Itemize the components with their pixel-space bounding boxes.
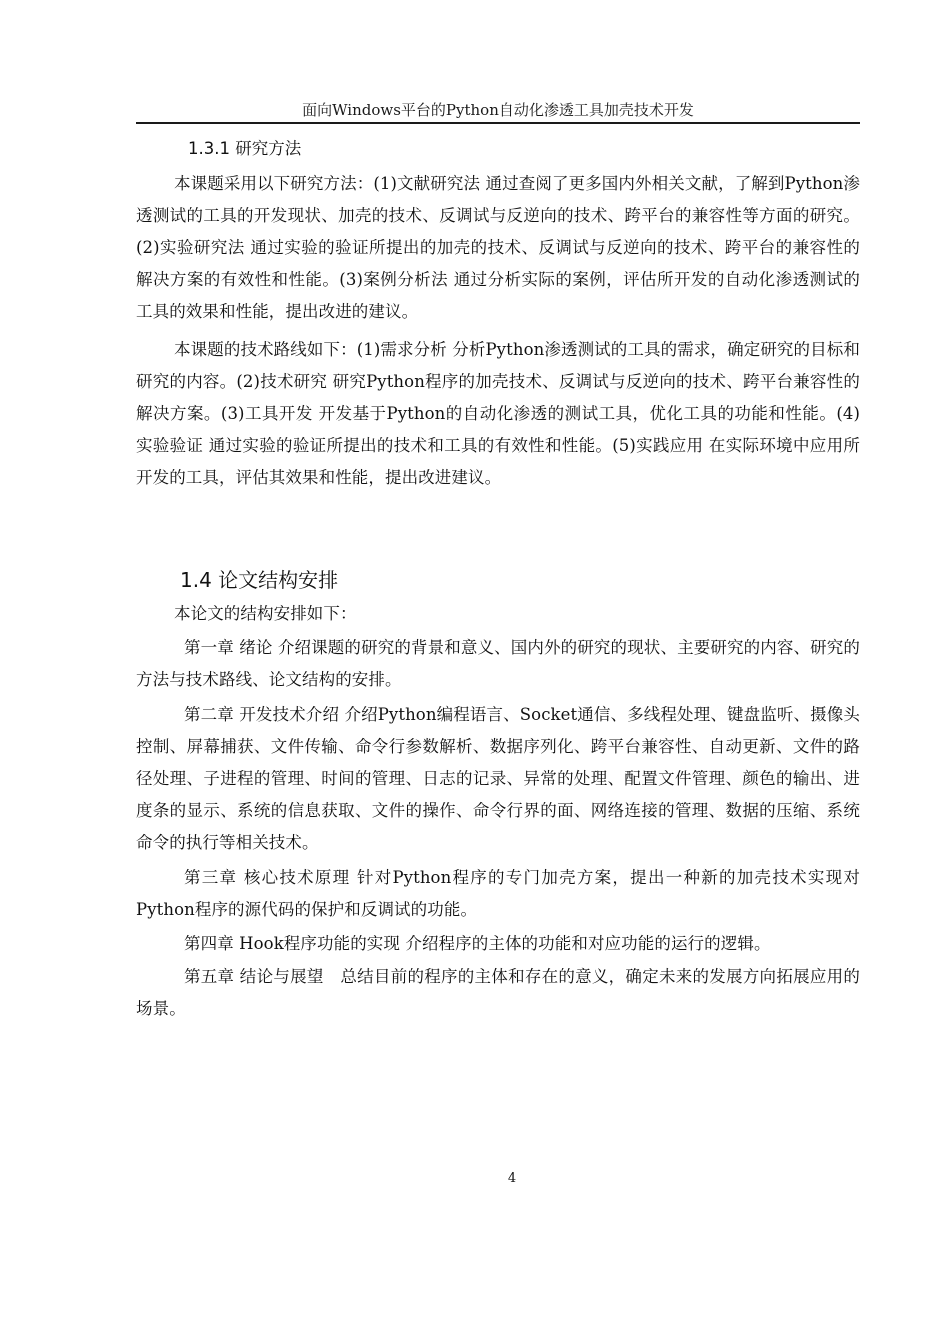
page-number: 4 [507,1171,517,1186]
section-heading-1-3-1: 1.3.1 研究方法 [188,139,302,158]
paragraph-research-methods: 本课题采用以下研究方法：(1)文献研究法 通过查阅了更多国内外相关文献，了解到Python渗透测试的工具的开发现状、加壳的技术、反调试与反逆向的技术、跨平台的兼容性等方面的研究。(2)实验研究法 通过实验的验证所提出的加壳的技术、反调试与反逆向的技术、跨平台的兼容性的解决方案的有效性和性能。(3)案例分析法 通过分析实际的案例，评估所开发的自动化渗透测试的工具的效果和性能，提出改进的建议。 [136,174,860,321]
running-header-title: 面向Windows平台的Python自动化渗透工具加壳技术开发 [302,101,694,119]
chapter-4-summary: 第四章 Hook程序功能的实现 介绍程序的主体的功能和对应功能的运行的逻辑。 [184,934,771,953]
chapter-2-summary: 第二章 开发技术介绍 介绍Python编程语言、Socket通信、多线程处理、键盘监听、摄像头控制、屏幕捕获、文件传输、命令行参数解析、数据序列化、跨平台兼容性、自动更新、文件的路径处理、子进程的管理、时间的管理、日志的记录、异常的处理、配置文件管理、颜色的输出、进度条的显示、系统的信息获取、文件的操作、命令行界的面、网络连接的管理、数据的压缩、系统命令的执行等相关技术。 [136,705,860,852]
paragraph-structure-intro: 本论文的结构安排如下： [174,604,357,623]
chapter-3-summary: 第三章 核心技术原理 针对Python程序的专门加壳方案，提出一种新的加壳技术实现对Python程序的源代码的保护和反调试的功能。 [136,868,860,919]
header-rule [136,122,860,124]
section-heading-1-4: 1.4 论文结构安排 [180,568,339,592]
chapter-1-summary: 第一章 绪论 介绍课题的研究的背景和意义、国内外的研究的现状、主要研究的内容、研究的方法与技术路线、论文结构的安排。 [136,638,860,689]
chapter-5-summary: 第五章 结论与展望 总结目前的程序的主体和存在的意义，确定未来的发展方向拓展应用的场景。 [136,967,860,1018]
paragraph-technical-route: 本课题的技术路线如下：(1)需求分析 分析Python渗透测试的工具的需求，确定研究的目标和研究的内容。(2)技术研究 研究Python程序的加壳技术、反调试与反逆向的技术、跨平台兼容性的解决方案。(3)工具开发 开发基于Python的自动化渗透的测试工具，优化工具的功能和性能。(4)实验验证 通过实验的验证所提出的技术和工具的有效性和性能。(5)实践应用 在实际环境中应用所开发的工具，评估其效果和性能，提出改进建议。 [136,340,860,487]
